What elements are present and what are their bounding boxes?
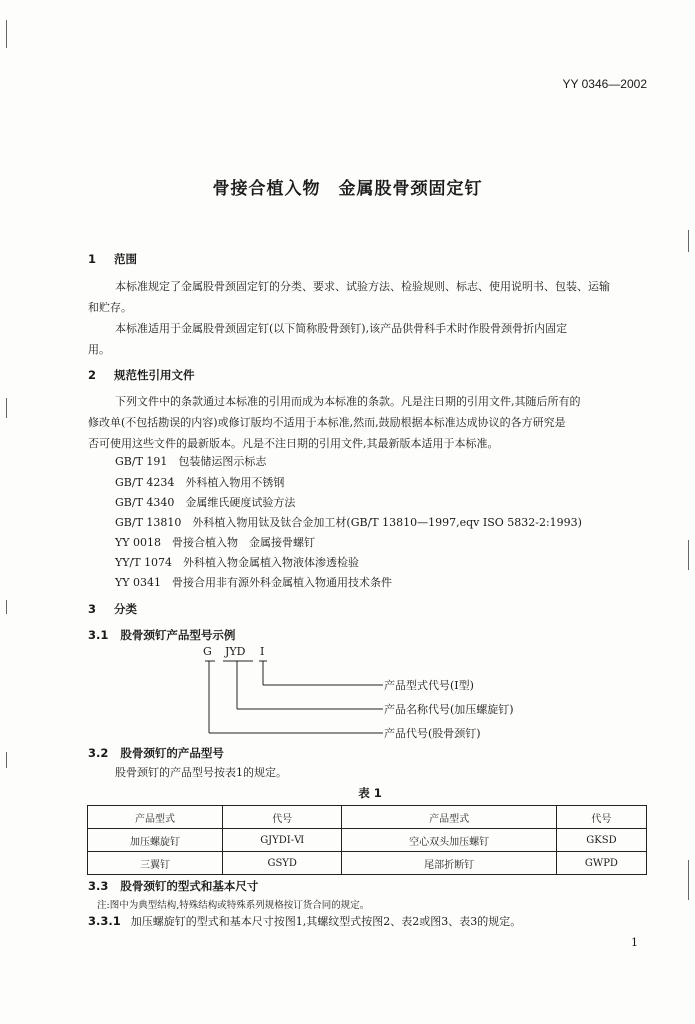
model-code-diagram (195, 655, 395, 740)
table-cell: GKSD (556, 829, 646, 852)
scan-edge-mark (6, 752, 7, 768)
section-title: 规范性引用文件 (114, 368, 195, 382)
paragraph: 用。 (88, 343, 110, 356)
table-header-cell: 代号 (223, 806, 342, 829)
model-code-jyd: JYD (225, 645, 246, 658)
reference-item: YY 0018 骨接合植入物 金属接骨螺钉 (115, 536, 316, 549)
paragraph: 和贮存。 (88, 301, 132, 314)
table-header-cell: 产品型式 (342, 806, 557, 829)
model-code-g: G (203, 645, 212, 658)
section-title: 分类 (114, 602, 138, 616)
reference-item: GB/T 13810 外科植入物用钛及钛合金加工材(GB/T 13810—1997,eqv ISO 5832-2:1993) (115, 516, 582, 529)
reference-item: GB/T 191 包装储运图示标志 (115, 455, 267, 468)
table-cell: GSYD (223, 852, 342, 875)
section-number: 3.3.1 (88, 914, 121, 928)
section-number: 3.1 (88, 628, 109, 642)
scan-edge-mark (688, 230, 689, 252)
section-number: 3.2 (88, 746, 109, 760)
scan-edge-mark (6, 20, 7, 48)
page-title: 骨接合植入物 金属股骨颈固定钉 (212, 179, 483, 199)
table-row (88, 852, 647, 875)
subsection-3-3-heading (88, 878, 258, 894)
table-row (88, 829, 647, 852)
section-number: 3.3 (88, 879, 109, 893)
scan-edge-mark (688, 540, 689, 570)
note: 注:图中为典型结构,特殊结构或特殊系列规格按订货合同的规定。 (97, 900, 370, 911)
section-2-heading (88, 367, 195, 383)
table-header-row (88, 806, 647, 829)
paragraph: 加压螺旋钉的型式和基本尺寸按图1,其螺纹型式按图2、表2或图3、表3的规定。 (130, 915, 522, 928)
reference-item: GB/T 4340 金属维氏硬度试验方法 (115, 496, 296, 509)
scan-edge-mark (6, 398, 7, 418)
table-cell: 尾部折断钉 (342, 852, 557, 875)
subsection-3-1-heading (88, 627, 235, 643)
table-cell: GWPD (556, 852, 646, 875)
table-cell: GJYDⅠ-Ⅵ (223, 829, 342, 852)
section-number: 3 (88, 602, 97, 616)
table-caption: 表 1 (358, 786, 382, 800)
table-header-cell: 产品型式 (88, 806, 223, 829)
section-number: 1 (88, 252, 97, 266)
section-3-heading (88, 601, 137, 617)
section-title: 股骨颈钉产品型号示例 (120, 628, 236, 642)
table-header-cell: 代号 (556, 806, 646, 829)
document-number: YY 0346—2002 (562, 77, 647, 91)
page-number: 1 (631, 936, 638, 949)
scan-edge-mark (6, 600, 7, 614)
section-number: 2 (88, 368, 97, 382)
paragraph: 修改单(不包括勘误的内容)或修订版均不适用于本标准,然而,鼓励根据本标准达成协议的各方研究是 (88, 416, 566, 429)
section-title: 股骨颈钉的型式和基本尺寸 (120, 879, 259, 893)
product-model-table (87, 805, 647, 875)
model-annotation: 产品型式代号(Ⅰ型) (384, 679, 474, 692)
subsection-3-3-1 (88, 911, 521, 932)
reference-item: YY/T 1074 外科植入物金属植入物液体渗透检验 (115, 556, 360, 569)
section-title: 范围 (114, 252, 138, 266)
table-cell: 空心双头加压螺钉 (342, 829, 557, 852)
paragraph: 否可使用这些文件的最新版本。凡是不注日期的引用文件,其最新版本适用于本标准。 (88, 437, 499, 450)
paragraph: 本标准规定了金属股骨颈固定钉的分类、要求、试验方法、检验规则、标志、使用说明书、包装、运输 (115, 280, 610, 293)
scan-edge-mark (688, 860, 689, 900)
table-cell: 加压螺旋钉 (88, 829, 223, 852)
paragraph: 下列文件中的条款通过本标准的引用而成为本标准的条款。凡是注日期的引用文件,其随后所有的 (115, 395, 581, 408)
model-code-i: I (260, 645, 265, 658)
reference-item: GB/T 4234 外科植入物用不锈钢 (115, 476, 285, 489)
model-annotation: 产品代号(股骨颈钉) (384, 727, 481, 740)
model-annotation: 产品名称代号(加压螺旋钉) (384, 703, 514, 716)
reference-item: YY 0341 骨接合用非有源外科金属植入物通用技术条件 (115, 576, 393, 589)
paragraph: 股骨颈钉的产品型号按表1的规定。 (115, 766, 287, 779)
paragraph: 本标准适用于金属股骨颈固定钉(以下简称股骨颈钉),该产品供骨科手术时作股骨颈骨折内固定 (115, 322, 568, 335)
section-1-heading (88, 251, 137, 267)
table-cell: 三翼钉 (88, 852, 223, 875)
subsection-3-2-heading (88, 745, 224, 761)
section-title: 股骨颈钉的产品型号 (120, 746, 224, 760)
